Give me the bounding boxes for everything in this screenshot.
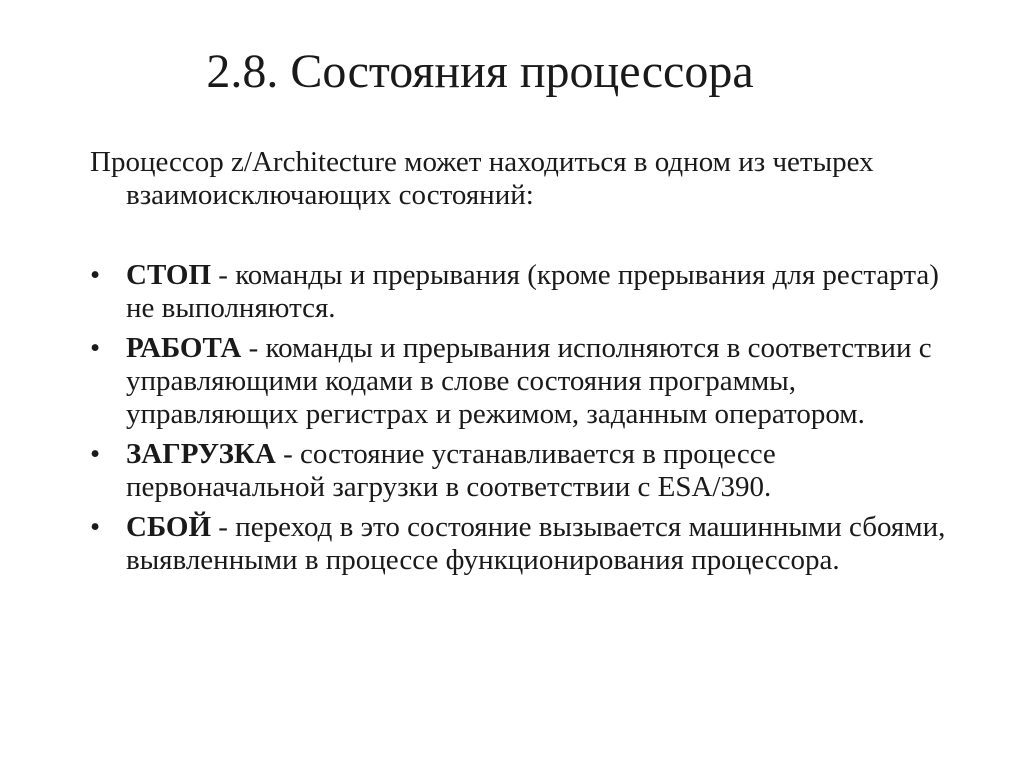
state-term: ЗАГРУЗКА (126, 438, 276, 470)
intro-paragraph: Процессор z/Architecture может находиться в одном из четырех взаимоисключающих состояний: (90, 146, 874, 211)
list-item-stop (90, 259, 950, 325)
state-description: - состояние устанавливается в процессе первоначальной загрузки в соответствии с ESA/390. (126, 438, 776, 503)
slide-title: 2.8. Состояния процессора (206, 45, 754, 98)
state-term: СТОП (126, 259, 212, 291)
state-term: РАБОТА (126, 332, 242, 364)
list-item-failure (90, 511, 950, 577)
bullet-icon: • (90, 259, 101, 291)
states-list (90, 259, 950, 584)
state-description: - команды и прерывания (кроме прерывания для рестарта) не выполняются. (126, 259, 939, 324)
bullet-icon: • (90, 438, 101, 470)
bullet-icon: • (90, 332, 101, 364)
list-item-load (90, 438, 950, 504)
list-item-work (90, 332, 950, 431)
state-description: - команды и прерывания исполняются в соответствии с управляющими кодами в слове состояния программы, управляющих регистрах и режимом, заданным оператором. (126, 332, 932, 430)
bullet-icon: • (90, 511, 101, 543)
state-term: СБОЙ (126, 511, 212, 543)
state-description: - переход в это состояние вызывается машинными сбоями, выявленными в процессе функционирования процессора. (126, 511, 946, 576)
